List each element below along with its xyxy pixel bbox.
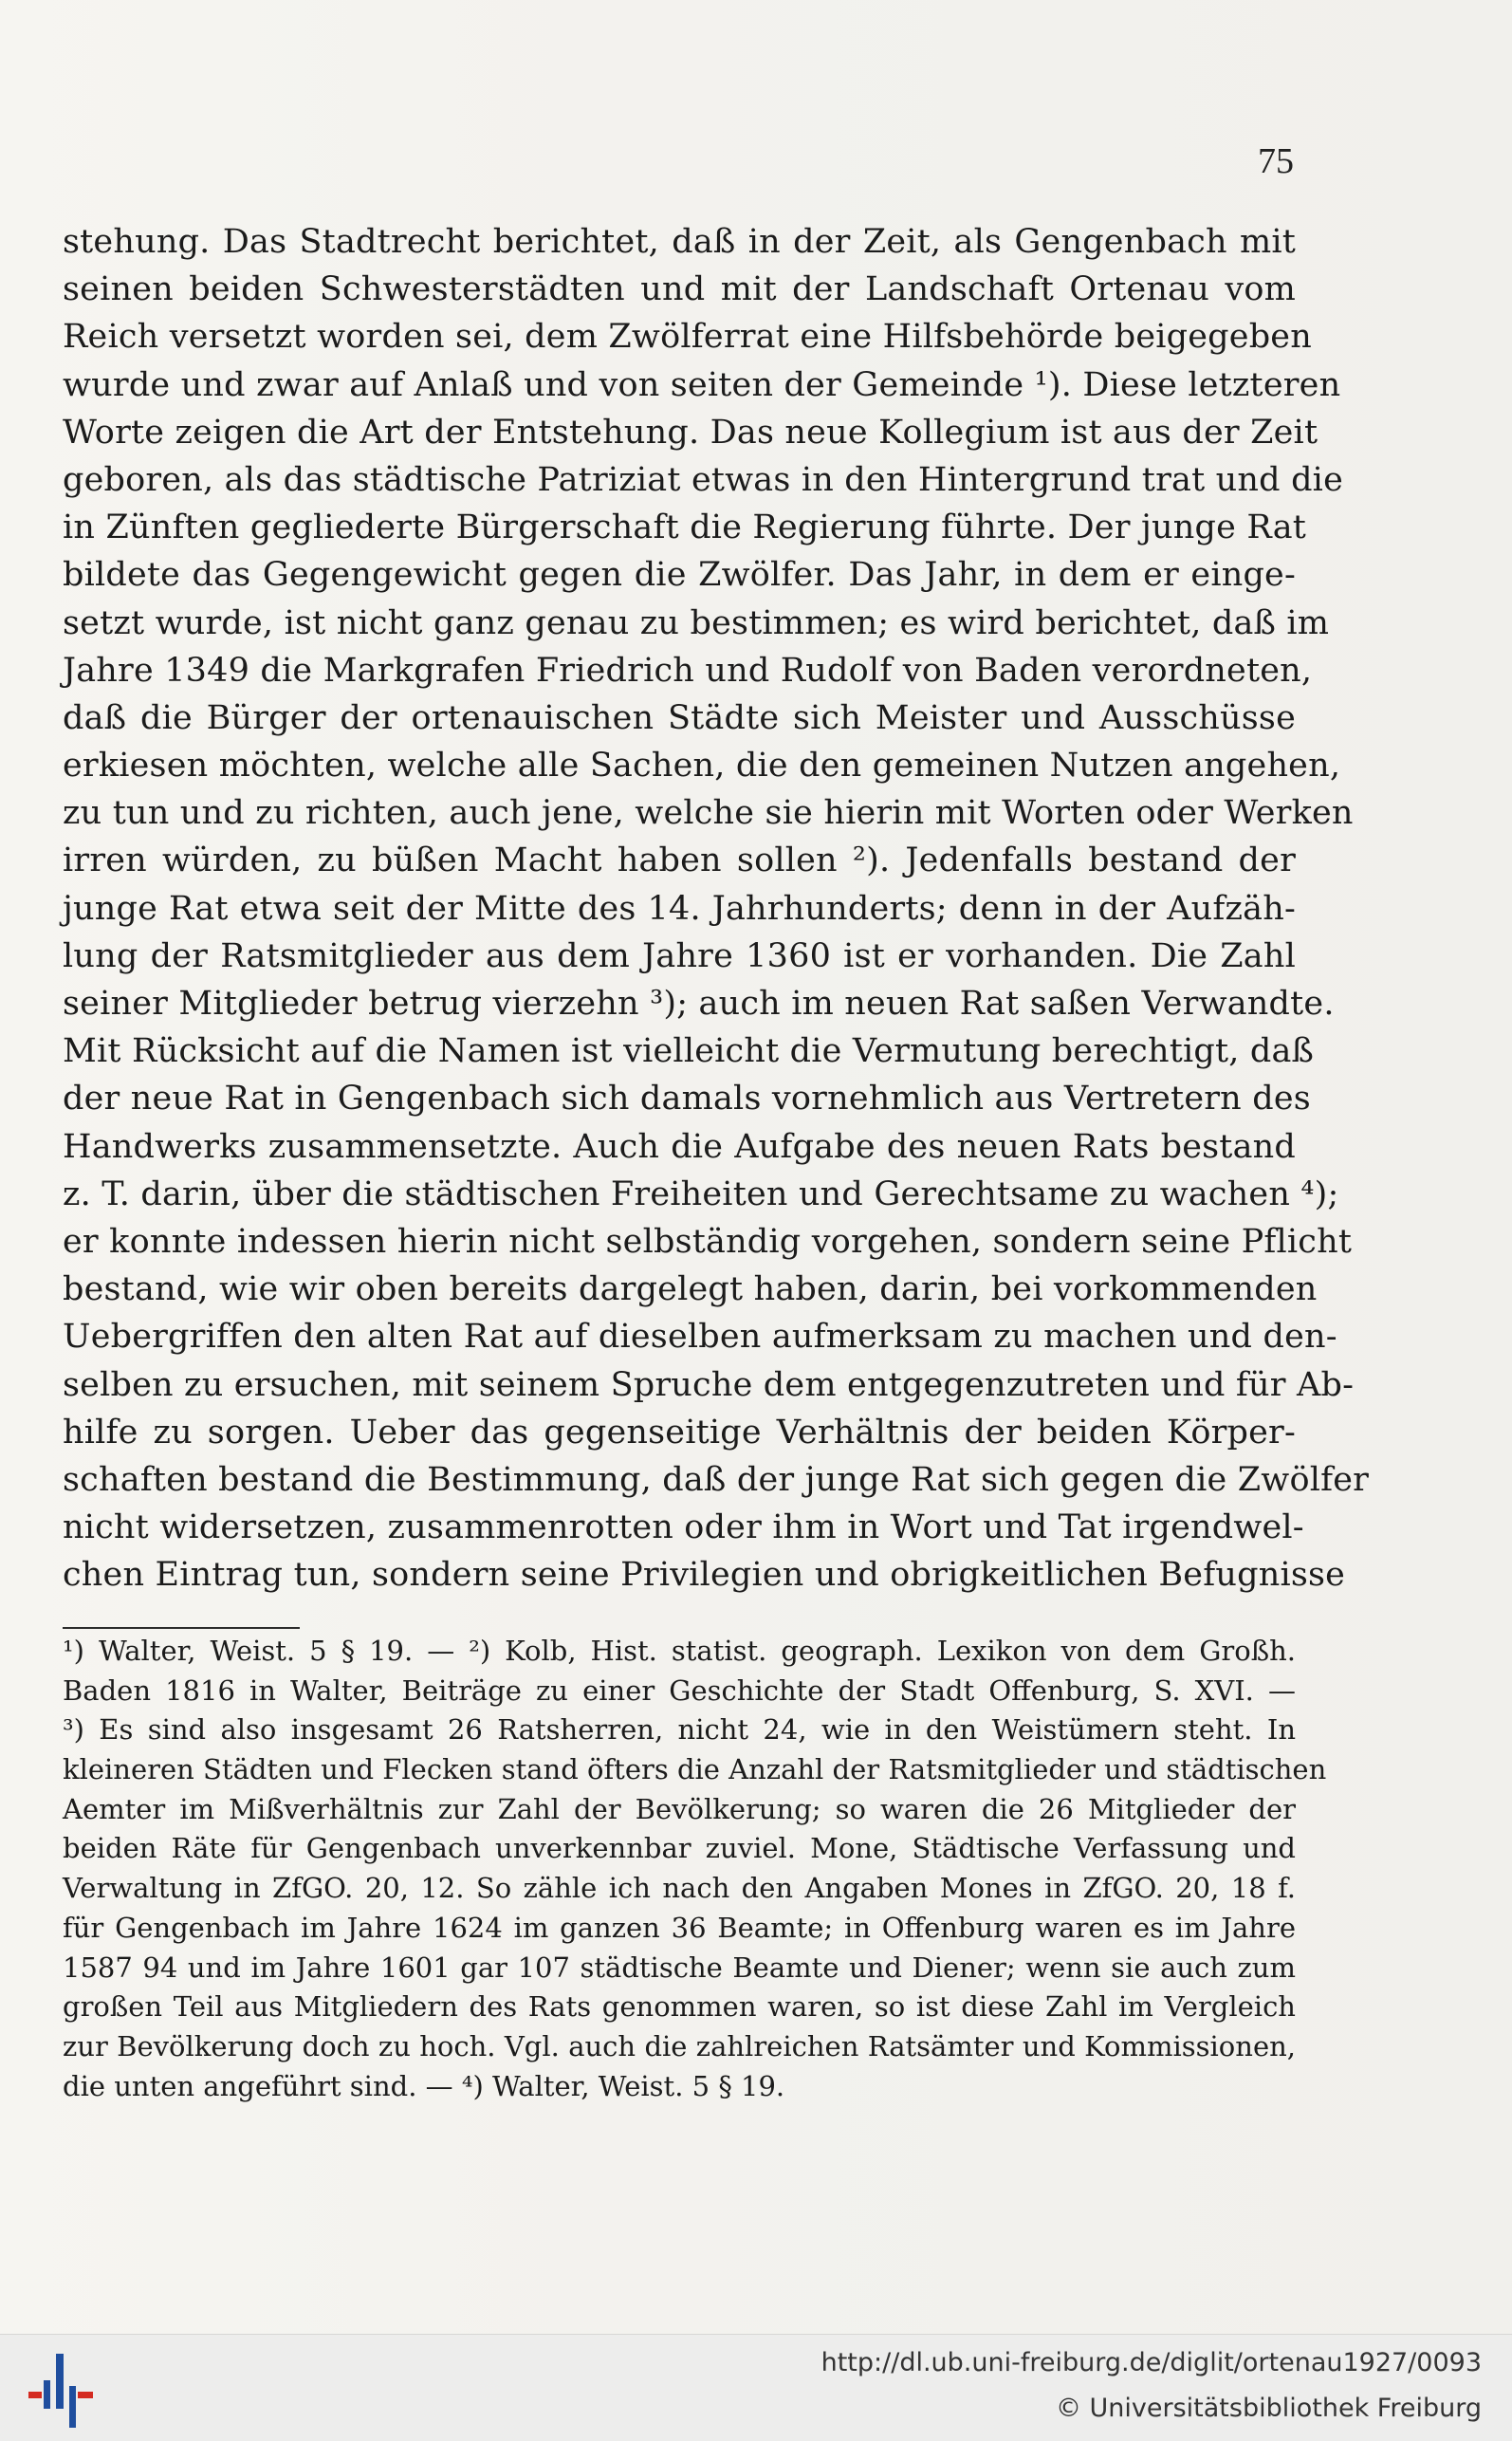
text-line: Handwerks zusammensetzte. Auch die Aufgabe des neuen Rats bestand [63, 1127, 1296, 1166]
text-line: der neue Rat in Gengenbach sich damals vornehmlich aus Vertretern des [63, 1080, 1311, 1119]
footnote-line: Baden 1816 in Walter, Beiträge zu einer Geschichte der Stadt Offenburg, S. XVI. — [63, 1674, 1296, 1707]
footnote-line: ¹) Walter, Weist. 5 § 19. — ²) Kolb, Hist. statist. geograph. Lexikon von dem Großh. [63, 1635, 1296, 1667]
footnote-line: für Gengenbach im Jahre 1624 im ganzen 36 Beamte; in Offenburg waren es im Jahre [63, 1911, 1296, 1944]
footnote-line: die unten angeführt sind. — ⁴) Walter, Weist. 5 § 19. [63, 2069, 785, 2102]
text-line: seinen beiden Schwesterstädten und mit der Landschaft Ortenau vom [63, 270, 1296, 309]
footnote-line: zur Bevölkerung doch zu hoch. Vgl. auch die zahlreichen Ratsämter und Kommissionen, [63, 2029, 1296, 2062]
text-line: erkiesen möchten, welche alle Sachen, die den gemeinen Nutzen angehen, [63, 747, 1341, 786]
footnote-line: ³) Es sind also insgesamt 26 Ratsherren, nicht 24, wie in den Weistümern steht. In [63, 1713, 1296, 1747]
text-line: er konnte indessen hierin nicht selbständig vorgehen, sondern seine Pflicht [63, 1222, 1353, 1261]
text-line: irren würden, zu büßen Macht haben sollen ²). Jedenfalls bestand der [63, 841, 1296, 880]
footnote-line: Verwaltung in ZfGO. 20, 12. So zähle ich nach den Angaben Mones in ZfGO. 20, 18 f. [63, 1872, 1296, 1905]
ub-freiburg-logo-icon [25, 2342, 101, 2433]
text-line: lung der Ratsmitglieder aus dem Jahre 1360 ist er vorhanden. Die Zahl [63, 936, 1296, 975]
text-line: junge Rat etwa seit der Mitte des 14. Jahrhunderts; denn in der Aufzäh- [63, 889, 1296, 928]
text-line: seiner Mitglieder betrug vierzehn ³); auch im neuen Rat saßen Verwandte. [63, 985, 1335, 1023]
footnote-divider [63, 1627, 300, 1629]
footnote-line: Aemter im Mißverhältnis zur Zahl der Bevölkerung; so waren die 26 Mitglieder der [63, 1792, 1296, 1825]
text-line: bildete das Gegengewicht gegen die Zwölfer. Das Jahr, in dem er einge- [63, 556, 1296, 595]
text-line: bestand, wie wir oben bereits dargelegt haben, darin, bei vorkommenden [63, 1270, 1318, 1309]
viewer-footer [0, 2334, 1512, 2441]
text-line: z. T. darin, über die städtischen Freiheiten und Gerechtsame zu wachen ⁴); [63, 1174, 1339, 1213]
footnote-line: kleineren Städten und Flecken stand öfters die Anzahl der Ratsmitglieder und städtischen [63, 1753, 1327, 1786]
page-number: 75 [1258, 141, 1294, 181]
text-line: schaften bestand die Bestimmung, daß der junge Rat sich gegen die Zwölfer [63, 1460, 1370, 1499]
text-line: Mit Rücksicht auf die Namen ist vielleicht die Vermutung berechtigt, daß [63, 1032, 1315, 1071]
text-line: geboren, als das städtische Patriziat etwas in den Hintergrund trat und die [63, 460, 1343, 499]
text-line: Worte zeigen die Art der Entstehung. Das neue Kollegium ist aus der Zeit [63, 413, 1318, 452]
text-line: hilfe zu sorgen. Ueber das gegenseitige Verhältnis der beiden Körper- [63, 1413, 1296, 1452]
text-line: zu tun und zu richten, auch jene, welche sie hierin mit Worten oder Werken [63, 794, 1354, 833]
text-line: wurde und zwar auf Anlaß und von seiten der Gemeinde ¹). Diese letzteren [63, 365, 1341, 404]
text-line: setzt wurde, ist nicht ganz genau zu bestimmen; es wird berichtet, daß im [63, 603, 1330, 642]
text-line: stehung. Das Stadtrecht berichtet, daß in der Zeit, als Gengenbach mit [63, 223, 1296, 261]
footnotes-block [63, 1632, 1327, 2106]
text-line: daß die Bürger der ortenauischen Städte sich Meister und Ausschüsse [63, 698, 1296, 737]
permalink-url[interactable]: http://dl.ub.uni-freiburg.de/diglit/ortenau1927/0093 [821, 2348, 1482, 2377]
copyright-notice: © Universitätsbibliothek Freiburg [1055, 2394, 1482, 2423]
text-line: selben zu ersuchen, mit seinem Spruche dem entgegenzutreten und für Ab- [63, 1365, 1355, 1404]
footnote-line: 1587 94 und im Jahre 1601 gar 107 städtische Beamte und Diener; wenn sie auch zum [63, 1951, 1296, 1984]
text-line: Jahre 1349 die Markgrafen Friedrich und Rudolf von Baden verordneten, [63, 651, 1313, 690]
text-line: chen Eintrag tun, sondern seine Privilegien und obrigkeitlichen Befugnisse [63, 1556, 1346, 1595]
main-text-block [63, 218, 1370, 1599]
text-line: nicht widersetzen, zusammenrotten oder ihm in Wort und Tat irgendwel- [63, 1508, 1304, 1547]
footnote-line: beiden Räte für Gengenbach unverkennbar zuviel. Mone, Städtische Verfassung und [63, 1832, 1296, 1865]
footnote-line: großen Teil aus Mitgliedern des Rats genommen waren, so ist diese Zahl im Vergleich [63, 1990, 1296, 2024]
text-line: Reich versetzt worden sei, dem Zwölferrat eine Hilfsbehörde beigegeben [63, 318, 1312, 357]
text-line: Uebergriffen den alten Rat auf dieselben aufmerksam zu machen und den- [63, 1318, 1337, 1357]
text-line: in Zünften gegliederte Bürgerschaft die Regierung führte. Der junge Rat [63, 509, 1307, 547]
